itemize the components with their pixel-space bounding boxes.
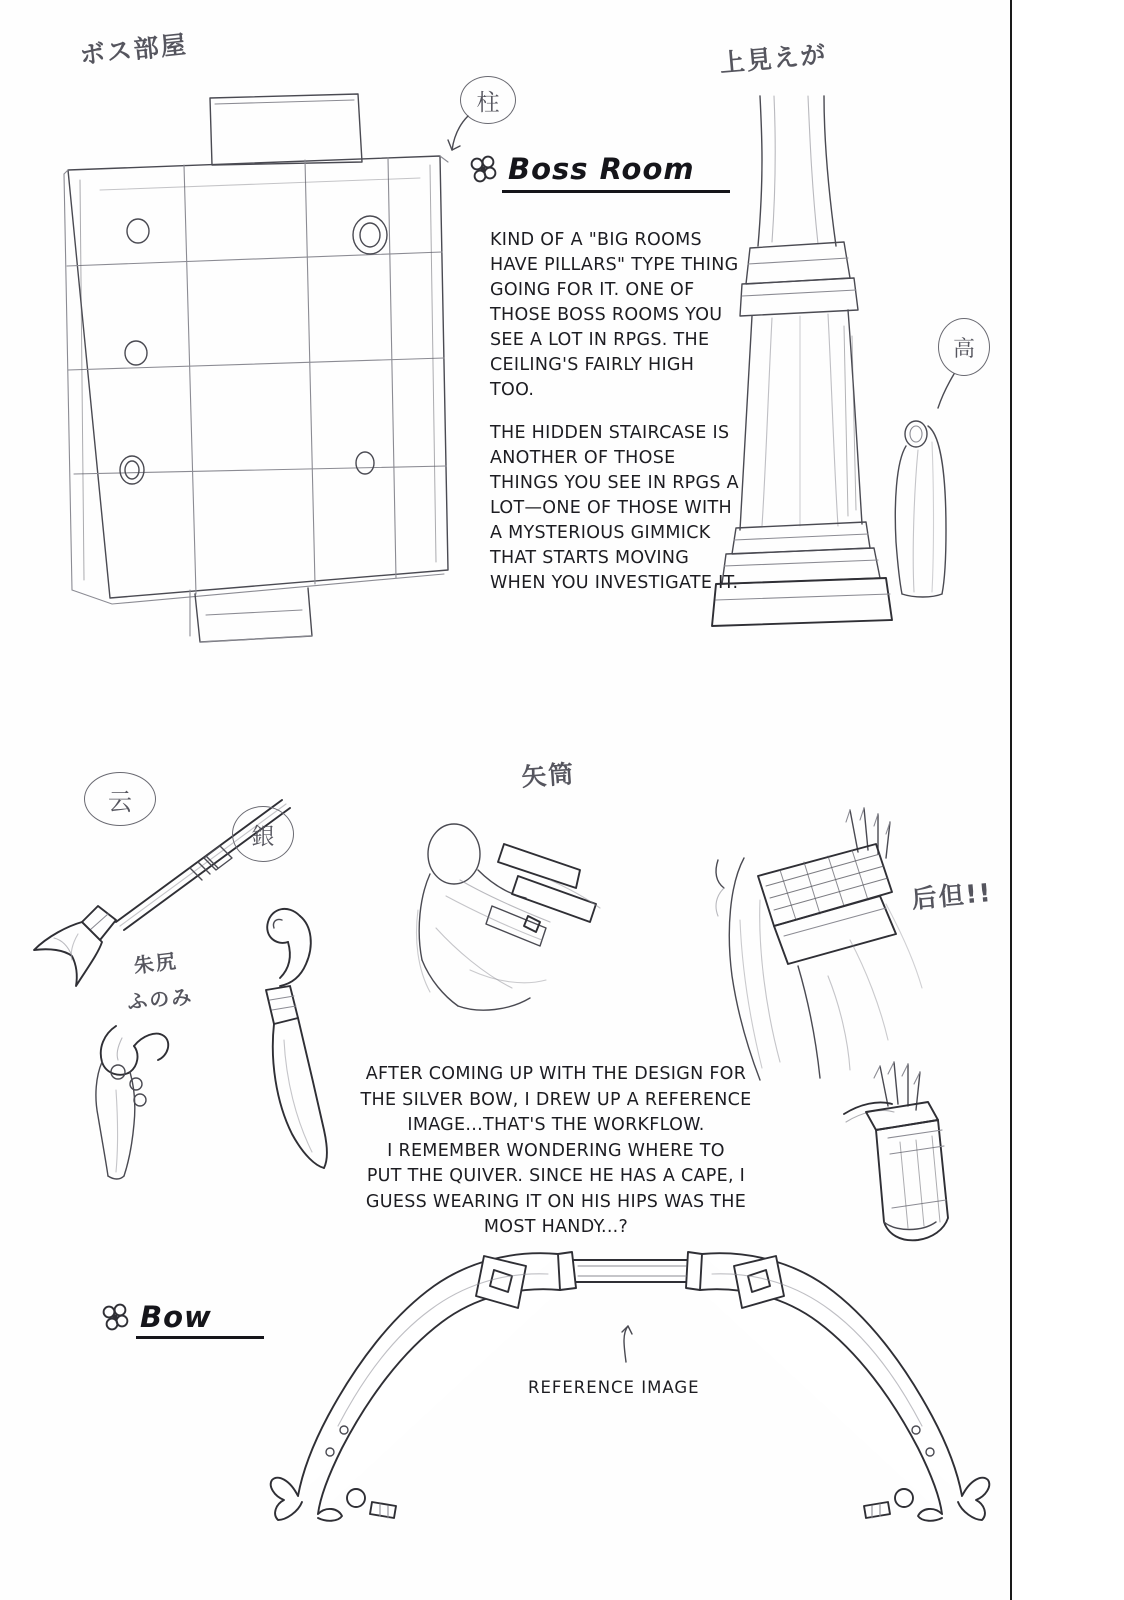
page-gutter xyxy=(1014,0,1124,1600)
heading-boss-room-rule xyxy=(502,190,730,193)
reference-image-arrow xyxy=(608,1320,644,1364)
heading-boss-room xyxy=(468,152,728,186)
pillar-sketch xyxy=(712,96,902,626)
note-boss-room-jp: ボス部屋 xyxy=(78,29,189,70)
note-spear-butt-jp: 朱尻 xyxy=(132,948,180,978)
bubble-silver-jp: 銀 xyxy=(232,806,294,862)
bubble-pillar-jp: 柱 xyxy=(460,76,516,124)
boss-room-text xyxy=(490,228,742,614)
heading-boss-room-label: Boss Room xyxy=(508,152,695,186)
bubble-front-jp: 高 xyxy=(938,318,990,376)
reference-image-caption: REFERENCE IMAGE xyxy=(528,1378,700,1397)
bubble-cloud-jp: 云 xyxy=(84,772,156,826)
flower-icon xyxy=(100,1302,130,1332)
silver-bow-illustration xyxy=(272,1230,992,1520)
quiver-back-sketch xyxy=(400,810,670,1040)
note-spear-butt-jp2: ふのみ xyxy=(126,984,195,1014)
heading-bow-rule xyxy=(136,1336,264,1339)
bubble-front-pointer xyxy=(924,370,970,416)
flower-icon xyxy=(468,154,498,184)
caped-figure-sketch xyxy=(888,412,978,602)
boss-room-paragraph-1: KIND OF A "BIG ROOMS HAVE PILLARS" TYPE THING GOING FOR IT. ONE OF THOSE BOSS ROOMS YOU SEE A LOT IN RPGS. THE CEILING'S FAIRLY HIGH TOO. xyxy=(490,230,739,400)
boss-room-floorplan-sketch xyxy=(40,70,480,660)
heading-bow-label: Bow xyxy=(140,1300,212,1334)
spear-butt-detail-sketch xyxy=(78,1000,198,1180)
bow-note-text: AFTER COMING UP WITH THE DESIGN FOR THE SILVER BOW, I DREW UP A REFERENCE IMAGE...THAT'S THE WORKFLOW. I REMEMBER WONDERING WHERE TO PUT THE QUIVER. SINCE HE HAS A CAPE, I GUESS WEARING IT ON HIS HIPS WAS THE MOST HANDY...? xyxy=(360,1064,752,1237)
note-quiver-jp: 矢筒 xyxy=(520,759,577,792)
boss-room-paragraph-2: THE HIDDEN STAIRCASE IS ANOTHER OF THOSE THINGS YOU SEE IN RPGS A LOT—ONE OF THOSE WITH A MYSTERIOUS GIMMICK THAT STARTS MOVING WHEN YOU INVESTIGATE IT. xyxy=(490,423,739,593)
heading-bow xyxy=(100,1300,300,1334)
quiver-closeup-sketch xyxy=(826,1058,966,1248)
note-hip-jp: 后但!! xyxy=(910,877,994,914)
bubble-pillar-pointer xyxy=(424,110,474,160)
note-top-view-jp: 上見えが xyxy=(718,39,829,78)
page-gutter-line xyxy=(1010,0,1012,1600)
